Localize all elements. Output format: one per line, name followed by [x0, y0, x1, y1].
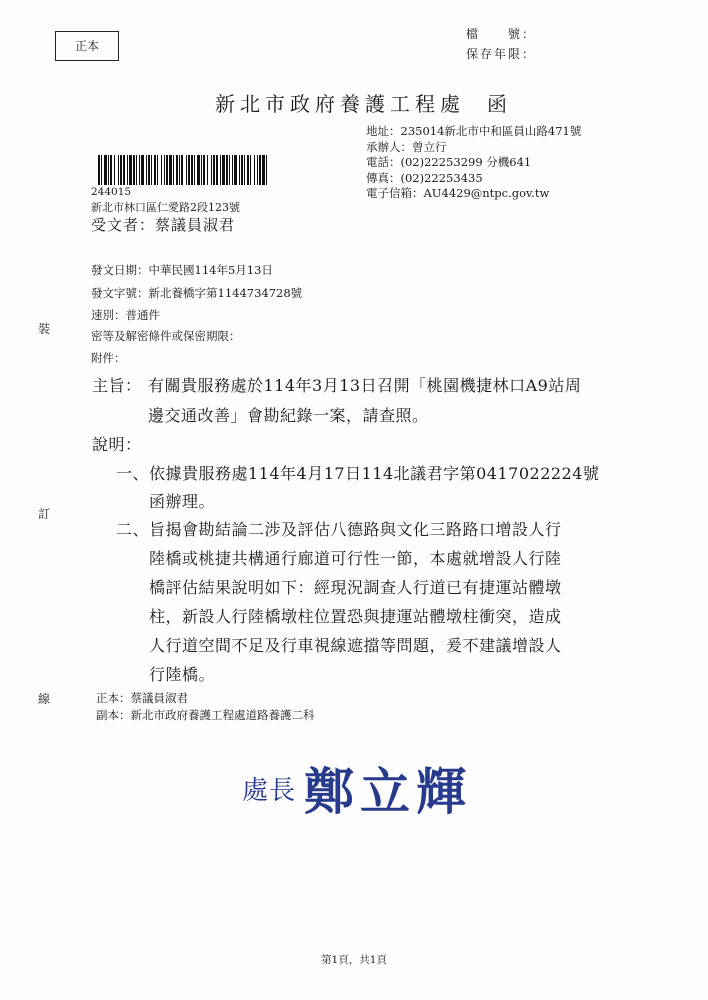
sender-email: 電子信箱：AU4429@ntpc.gov.tw — [366, 186, 550, 200]
item-1-number: 一、 — [116, 464, 150, 483]
barcode — [97, 155, 272, 185]
subject-line-2: 邊交通改善」會勘紀錄一案，請查照。 — [148, 406, 429, 425]
item-2-line-2: 陸橋或桃捷共構通行廊道可行性一節，本處就增設人行陸 — [149, 549, 562, 568]
secrecy-level: 密等及解密條件或保密期限： — [91, 329, 241, 343]
delivery-speed: 速別：普通件 — [91, 308, 160, 322]
postal-code: 244015 — [91, 186, 132, 198]
item-2-line-4: 柱，新設人行陸橋墩柱位置恐與捷運站體墩柱衝突，造成 — [149, 607, 562, 626]
issue-date: 發文日期：中華民國114年5月13日 — [91, 263, 273, 277]
page-number: 第1頁，共1頁 — [321, 954, 387, 966]
signature-title: 處長 — [242, 776, 297, 806]
item-2-line-5: 人行道空間不足及行車視線遮擋等問題，爰不建議增設人 — [149, 636, 562, 655]
item-2-line-1: 旨揭會勘結論二涉及評估八德路與文化三路路口增設人行 — [149, 520, 562, 539]
original-recipient: 正本：蔡議員淑君 — [96, 691, 188, 705]
item-2-number: 二、 — [116, 520, 150, 539]
recipient-line: 受文者：蔡議員淑君 — [91, 216, 236, 234]
sender-fax: 傳真：(02)22253435 — [366, 170, 483, 185]
sender-phone: 電話：(02)22253299 分機641 — [366, 155, 532, 169]
document-title — [215, 88, 512, 117]
sender-address: 地址：235014新北市中和區員山路471號 — [366, 124, 582, 138]
binding-mark-3: 線 — [38, 692, 51, 706]
item-2-line-3: 橋評估結果說明如下：經現況調查人行道已有捷運站體墩 — [149, 578, 562, 597]
binding-mark-2: 訂 — [38, 507, 51, 521]
signature-name: 鄭立輝 — [304, 762, 472, 821]
subject-line-1: 有關貴服務處於114年3月13日召開「桃園機捷林口A9站周 — [148, 376, 582, 395]
archive-info — [466, 24, 536, 64]
item-2-line-6: 行陸橋。 — [149, 665, 216, 684]
recipient-address: 新北市林口區仁愛路2段123號 — [91, 201, 240, 214]
agency-name: 新北市政府養護工程處 — [215, 92, 465, 116]
item-1-line-1: 依據貴服務處114年4月17日114北議君字第0417022224號 — [149, 464, 600, 483]
document-type: 函 — [487, 92, 512, 116]
explanation-label: 說明： — [92, 435, 142, 454]
carbon-copy: 副本：新北市政府養護工程處道路養護二科 — [96, 708, 315, 722]
issue-number: 發文字號：新北養橋字第1144734728號 — [91, 286, 303, 300]
file-number-label: 檔 號： — [466, 27, 537, 41]
item-1-line-2: 函辦理。 — [149, 492, 216, 511]
binding-mark-1: 裝 — [38, 322, 51, 336]
subject-label: 主旨： — [92, 376, 142, 395]
sender-info — [366, 124, 581, 202]
sender-handler: 承辦人：曾立行 — [366, 139, 447, 154]
retention-label: 保存年限： — [466, 47, 537, 61]
attachments: 附件： — [91, 351, 126, 365]
copy-stamp-box: 正本 — [55, 31, 119, 61]
